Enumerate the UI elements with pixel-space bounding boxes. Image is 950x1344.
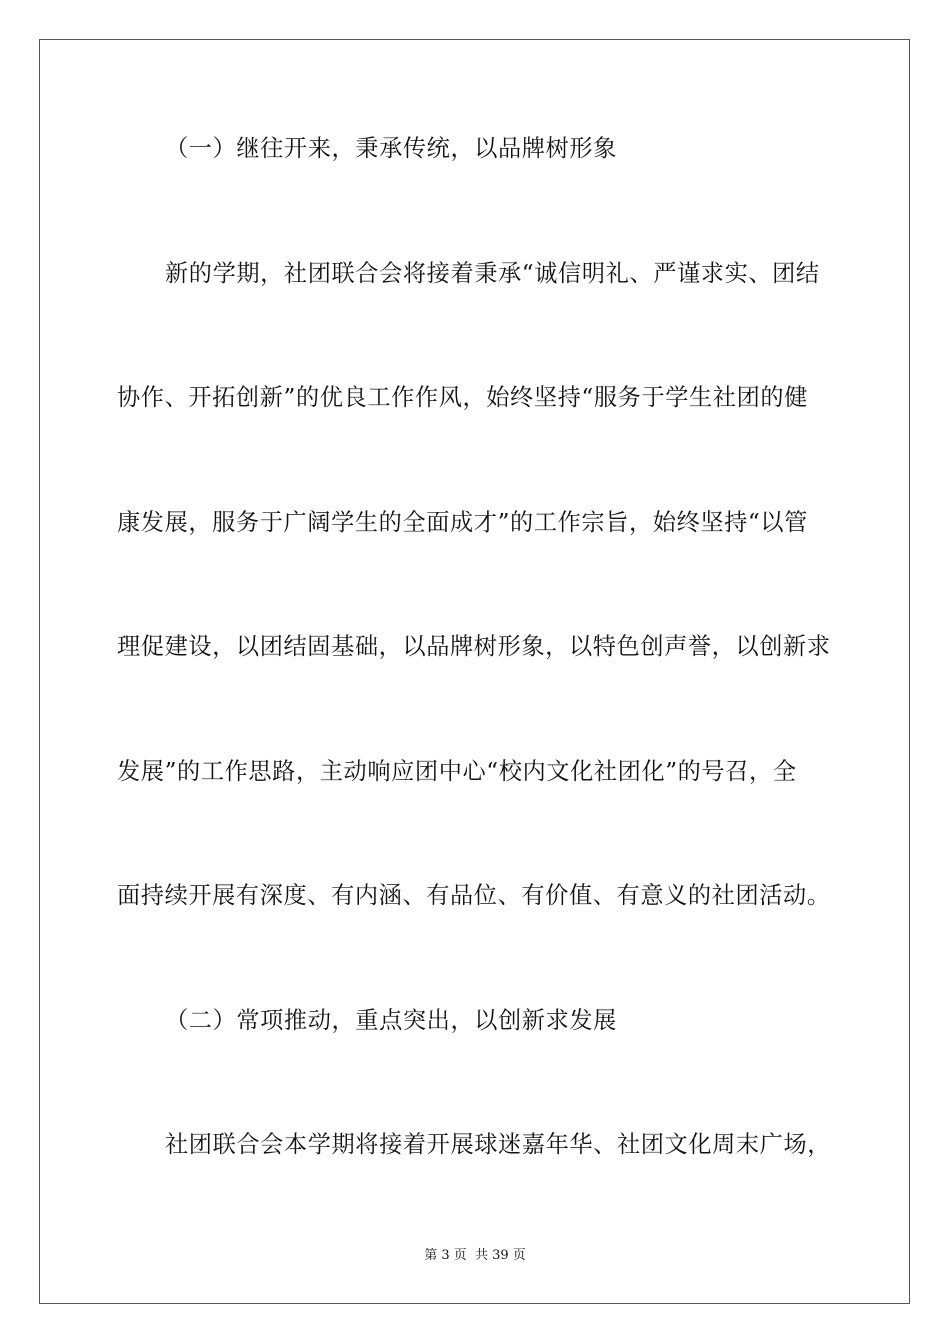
paragraph-line: 新的学期，社团联合会将接着秉承“诚信明礼、严谨求实、团结 [165,260,820,287]
paragraph-line: 面持续开展有深度、有内涵、有品位、有价值、有意义的社团活动。 [117,882,831,909]
paragraph-line: 协作、开拓创新”的优良工作作风，始终坚持“服务于学生社团的健 [117,384,808,411]
section-heading-1: （一）继往开来，秉承传统，以品牌树形象 [165,135,617,162]
page-footer [0,1249,950,1262]
page-number: 第 3 页 [424,1248,467,1263]
page-total: 共 39 页 [474,1248,526,1263]
paragraph-line: 社团联合会本学期将接着开展球迷嘉年华、社团文化周末广场， [165,1131,832,1158]
paragraph-line: 康发展，服务于广阔学生的全面成才”的工作宗旨，始终坚持“以管 [117,509,808,536]
paragraph-line: 理促建设，以团结固基础，以品牌树形象，以特色创声誉，以创新求 [117,633,831,660]
section-heading-2: （二）常项推动，重点突出，以创新求发展 [165,1007,617,1034]
page-frame [39,39,910,1304]
paragraph-line: 发展”的工作思路，主动响应团中心“校内文化社团化”的号召，全 [117,758,797,785]
